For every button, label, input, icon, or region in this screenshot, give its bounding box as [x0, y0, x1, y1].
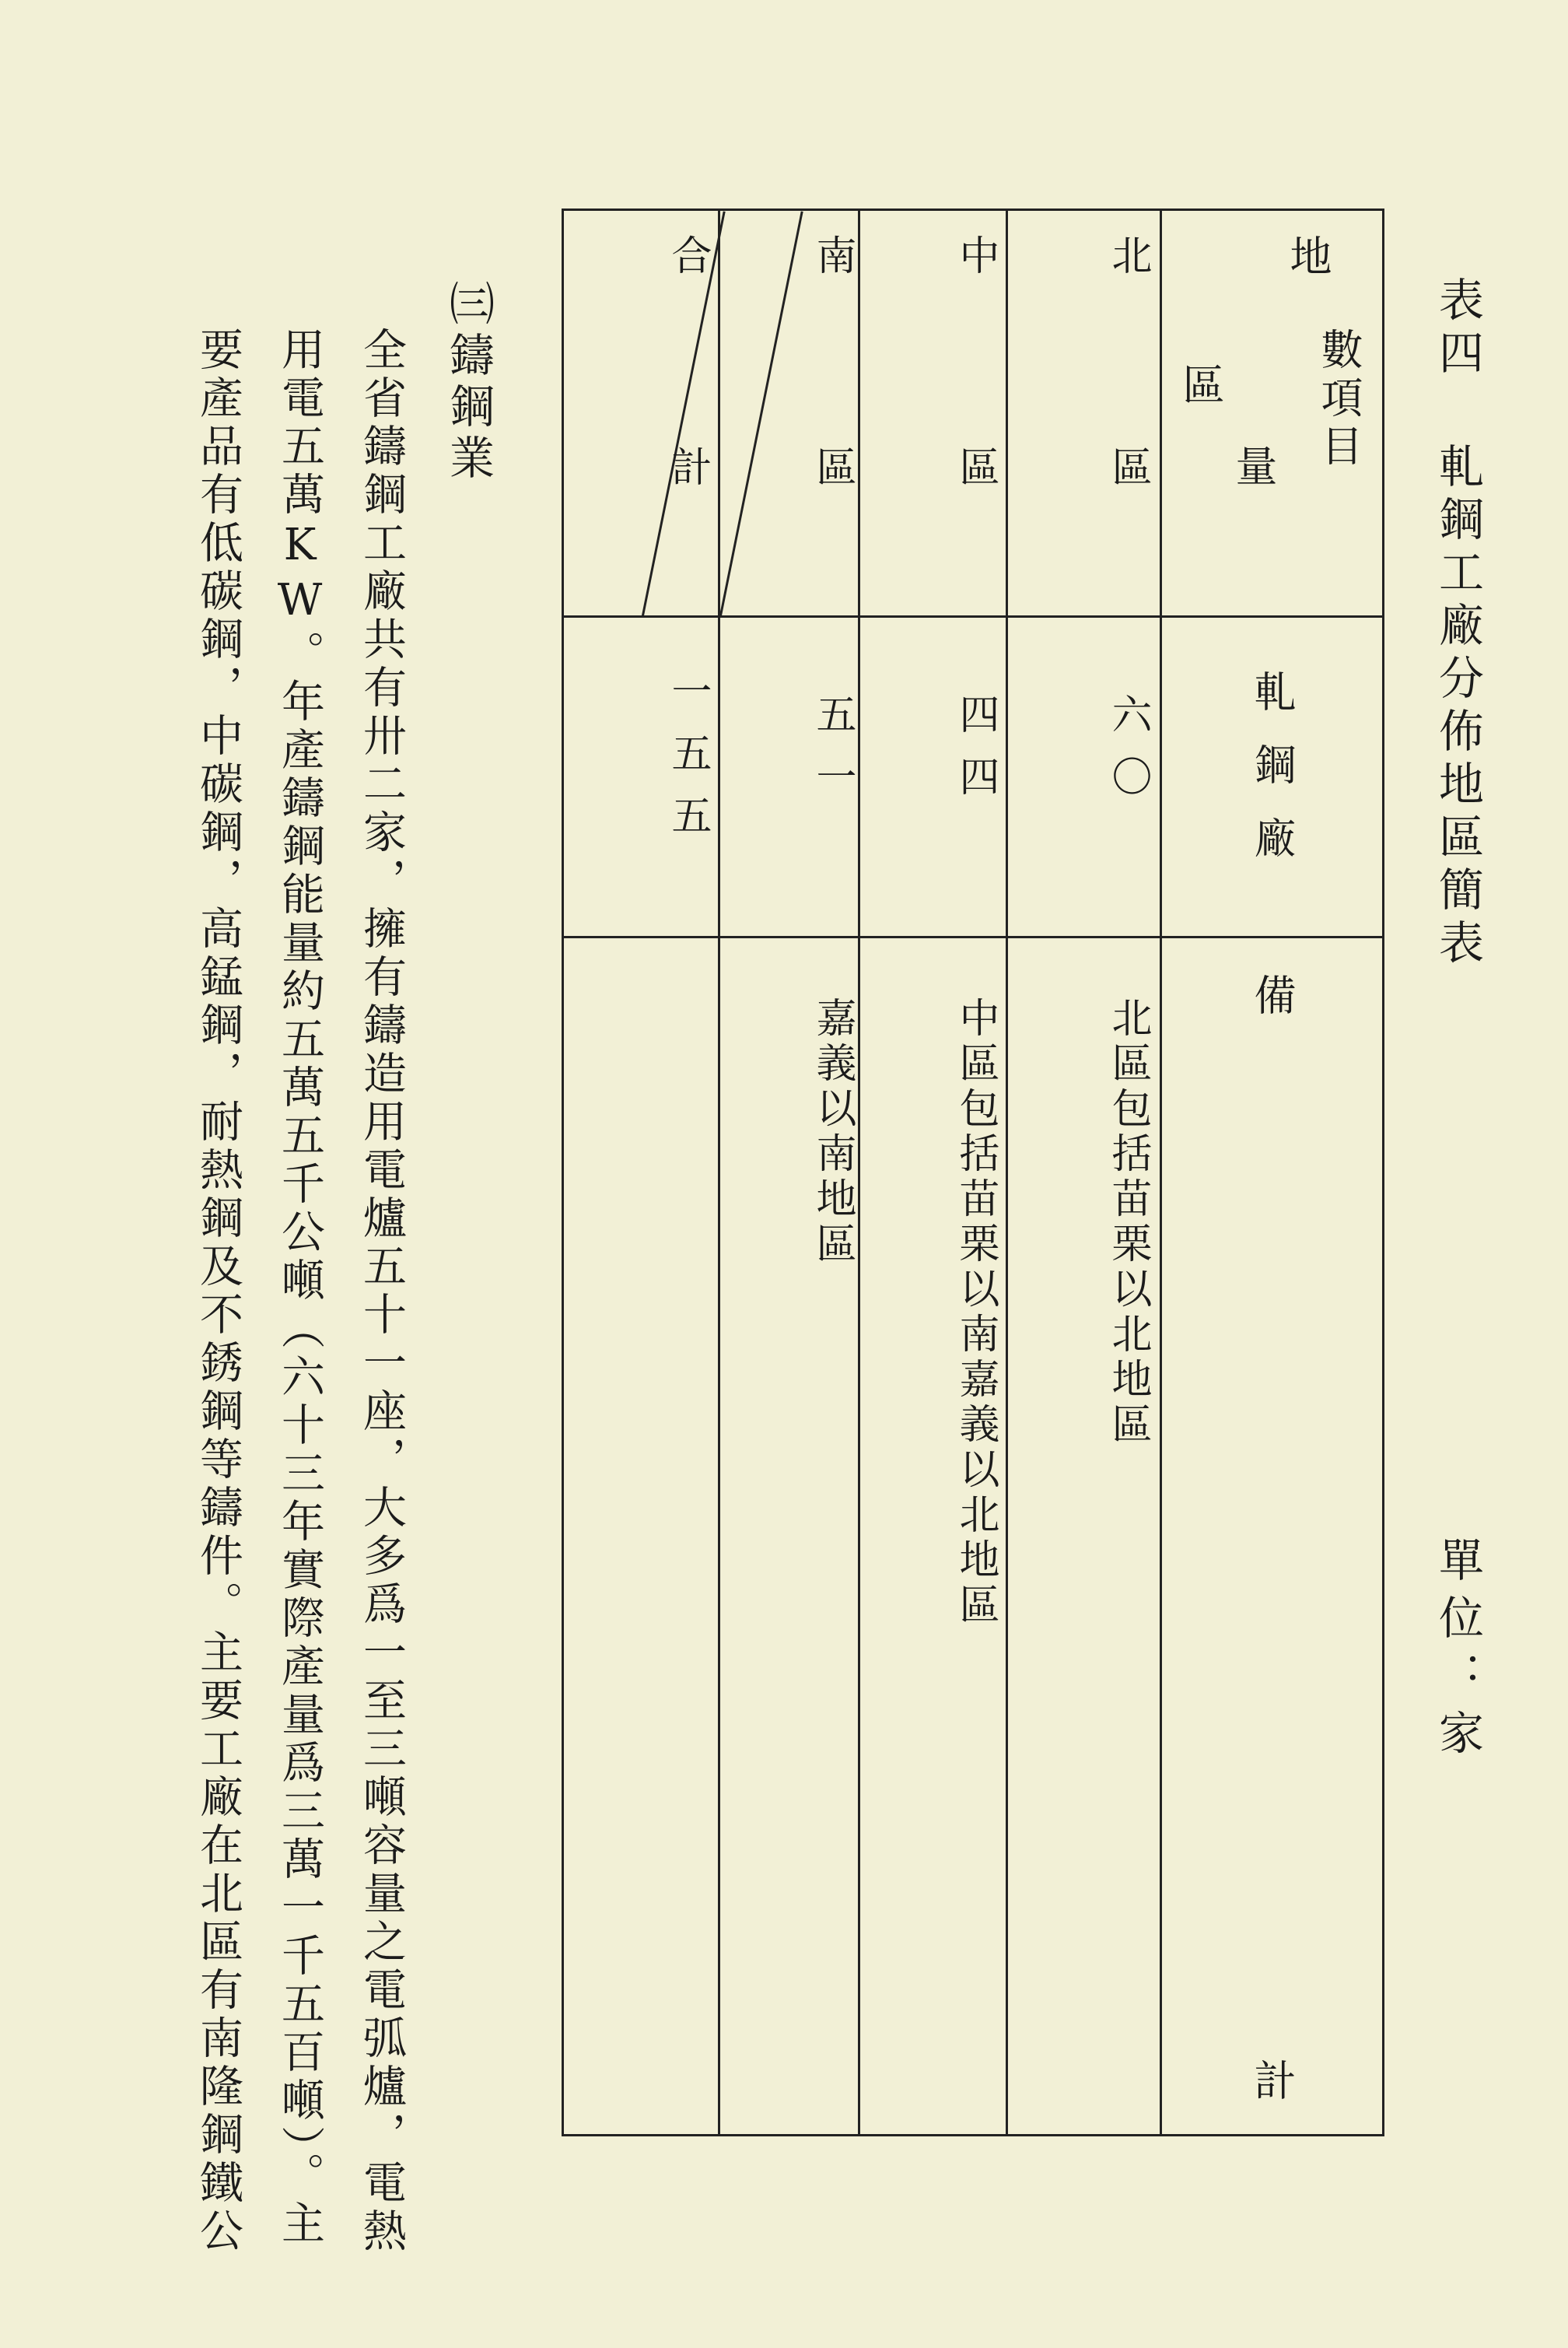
- body-line-1: 全省鑄鋼工廠共有卅二家，擁有鑄造用電爐五十一座，大多爲一至三噸容量之電弧爐，電熱: [356, 327, 407, 2256]
- header-note-char-1: 備: [1248, 973, 1297, 1015]
- header-note-char-2: 計: [1248, 2059, 1297, 2101]
- region-total: 合計: [664, 234, 711, 657]
- region-north: 北區: [1104, 234, 1151, 657]
- count-central: 四四: [952, 693, 999, 818]
- body-line-3: 要產品有低碳鋼，中碳鋼，高錳鋼，耐熱鋼及不銹鋼等鑄件。主要工廠在北區有南隆鋼鐵公: [193, 327, 243, 2256]
- row-divider: [564, 936, 1382, 938]
- note-central: 中區包括苗栗以南嘉義以北地區: [952, 997, 999, 1628]
- count-total: 一五五: [664, 670, 711, 857]
- header-measure-label: 量: [1229, 444, 1278, 486]
- corner-diagonal: [719, 211, 803, 615]
- table-unit: 單位：家: [1431, 1537, 1484, 1767]
- note-north: 北區包括苗栗以北地區: [1104, 997, 1151, 1448]
- header-region-char-2: 區: [1176, 363, 1225, 405]
- distribution-table: [562, 209, 1384, 2136]
- header-item-label: 數項目: [1314, 328, 1363, 472]
- table-title: 表四 軋鋼工廠分佈地區簡表: [1431, 276, 1484, 972]
- count-south: 五一: [809, 693, 856, 818]
- header-count-label: 軋鋼廠: [1248, 670, 1297, 889]
- body-line-2: 用電五萬KW。年產鑄鋼能量約五萬五千公噸（六十三年實際產量爲三萬一千五百噸）。主: [275, 327, 325, 2248]
- section-heading: ㈢鑄鋼業: [442, 280, 495, 485]
- header-region-char: 地: [1283, 234, 1332, 276]
- count-north: 六〇: [1104, 693, 1151, 818]
- col-divider: [1006, 211, 1008, 2134]
- note-south: 嘉義以南地區: [809, 997, 856, 1267]
- col-divider: [1160, 211, 1162, 2134]
- col-divider: [718, 211, 720, 2134]
- region-central: 中區: [952, 234, 999, 657]
- region-south: 南區: [809, 234, 856, 657]
